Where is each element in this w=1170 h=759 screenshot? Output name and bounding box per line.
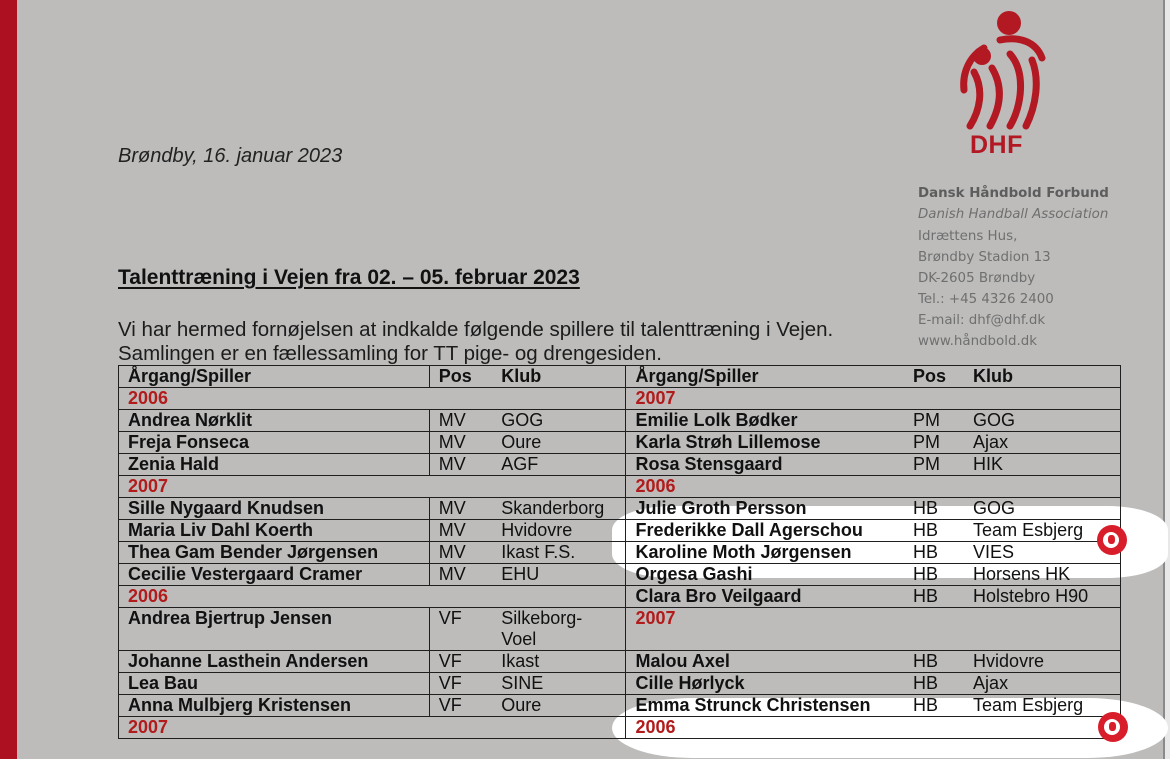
player-name: Malou Axel: [626, 651, 904, 673]
position-cell: MV: [429, 542, 492, 564]
player-name: Rosa Stensgaard: [626, 454, 904, 476]
club-name-cont: Voel: [501, 629, 537, 649]
position-cell: MV: [429, 520, 492, 542]
club-cell: [964, 454, 1120, 476]
position-cell: HB: [904, 520, 964, 542]
club-name: Horsens HK: [973, 564, 1071, 584]
association-name: Dansk Håndbold Forbund: [918, 186, 1109, 201]
player-table: [118, 365, 1121, 739]
position-cell: VF: [429, 651, 492, 673]
position-cell: PM: [904, 454, 964, 476]
table-row: [119, 476, 1121, 498]
year-cell: 2006: [626, 717, 1121, 739]
address-line: Idrættens Hus,: [918, 229, 1018, 244]
table-row: [119, 410, 1121, 432]
club-cell: [964, 498, 1120, 520]
player-name: Emma Strunck Christensen: [626, 695, 904, 717]
player-name: Sille Nygaard Knudsen: [119, 498, 430, 520]
position-cell: MV: [429, 410, 492, 432]
column-header: Pos: [429, 366, 492, 388]
club-name: Hvidovre: [973, 651, 1045, 671]
club-name: Ajax: [973, 673, 1009, 693]
year-cell: 2007: [626, 388, 1121, 410]
position-cell: HB: [904, 695, 964, 717]
club-cell: [964, 651, 1120, 673]
year-cell: 2007: [119, 717, 626, 739]
club-cell: [964, 410, 1120, 432]
club-name: Skanderborg: [501, 498, 605, 518]
club-name: Silkeborg-: [501, 608, 583, 628]
position-cell: PM: [904, 432, 964, 454]
club-name: Oure: [501, 432, 542, 452]
club-name: EHU: [501, 564, 540, 584]
table-row: [119, 564, 1121, 586]
page-edge: [1165, 0, 1170, 759]
club-cell: [492, 454, 626, 476]
club-name: GOG: [973, 498, 1016, 518]
club-cell: [492, 651, 626, 673]
table-row: [119, 673, 1121, 695]
address-line: DK-2605 Brøndby: [918, 271, 1036, 286]
club-cell: [964, 586, 1120, 608]
position-cell: VF: [429, 695, 492, 717]
club-name: Ikast: [501, 651, 540, 671]
club-name: Holstebro H90: [973, 586, 1089, 606]
column-header: Årgang/Spiller: [626, 366, 904, 388]
position-cell: MV: [429, 564, 492, 586]
club-name: GOG: [973, 410, 1016, 430]
year-cell: 2007: [119, 476, 626, 498]
player-name: Karoline Moth Jørgensen: [626, 542, 904, 564]
table-row: [119, 608, 1121, 651]
table-header-row: [119, 366, 1121, 388]
club-cell: [964, 564, 1120, 586]
club-name: Oure: [501, 695, 542, 715]
table-row: [119, 454, 1121, 476]
player-name: Cecilie Vestergaard Cramer: [119, 564, 430, 586]
club-cell: [964, 673, 1120, 695]
position-cell: MV: [429, 454, 492, 476]
website-line: www.håndbold.dk: [918, 334, 1037, 349]
club-cell: [492, 520, 626, 542]
player-name: Thea Gam Bender Jørgensen: [119, 542, 430, 564]
table-row: [119, 432, 1121, 454]
position-cell: HB: [904, 673, 964, 695]
position-cell: MV: [429, 432, 492, 454]
player-name: Julie Groth Persson: [626, 498, 904, 520]
club-cell: [492, 410, 626, 432]
table-row: [119, 498, 1121, 520]
club-name: HIK: [973, 454, 1004, 474]
position-cell: HB: [904, 651, 964, 673]
association-name-en: Danish Handball Association: [918, 207, 1109, 222]
year-cell: 2006: [626, 476, 1121, 498]
club-cell: [492, 564, 626, 586]
position-cell: HB: [904, 498, 964, 520]
team-esbjerg-logo-icon: [1098, 712, 1128, 742]
club-name: VIES: [973, 542, 1015, 562]
player-name: Clara Bro Veilgaard: [626, 586, 904, 608]
position-cell: HB: [904, 542, 964, 564]
player-name: Andrea Bjertrup Jensen: [119, 608, 430, 651]
email-line: E-mail: dhf@dhf.dk: [918, 313, 1046, 328]
column-header: Klub: [492, 366, 626, 388]
position-cell: VF: [429, 608, 492, 651]
column-header: Årgang/Spiller: [119, 366, 430, 388]
intro-line: Samlingen er en fællessamling for TT pige- og drengesiden.: [118, 342, 662, 365]
team-esbjerg-logo-icon: [1097, 525, 1127, 555]
club-cell: [492, 695, 626, 717]
phone-line: Tel.: +45 4326 2400: [918, 292, 1054, 307]
club-cell: [492, 432, 626, 454]
position-cell: HB: [904, 586, 964, 608]
club-name: Ajax: [973, 432, 1009, 452]
club-name: Ikast F.S.: [501, 542, 576, 562]
column-header: Pos: [904, 366, 964, 388]
player-name: Cille Hørlyck: [626, 673, 904, 695]
table-row: [119, 520, 1121, 542]
club-cell: [492, 608, 626, 651]
player-name: Freja Fonseca: [119, 432, 430, 454]
player-name: Lea Bau: [119, 673, 430, 695]
club-cell: [964, 695, 1120, 717]
table-row: [119, 717, 1121, 739]
left-red-border: [0, 0, 17, 759]
player-name: Zenia Hald: [119, 454, 430, 476]
column-header: Klub: [964, 366, 1120, 388]
player-name: Karla Strøh Lillemose: [626, 432, 904, 454]
date-line: Brøndby, 16. januar 2023: [118, 145, 343, 167]
player-name: Johanne Lasthein Andersen: [119, 651, 430, 673]
club-name: SINE: [501, 673, 544, 693]
player-name: Emilie Lolk Bødker: [626, 410, 904, 432]
player-name: Anna Mulbjerg Kristensen: [119, 695, 430, 717]
club-name: Hvidovre: [501, 520, 573, 540]
club-name: Team Esbjerg: [973, 520, 1084, 540]
club-cell: [492, 542, 626, 564]
club-cell: [492, 673, 626, 695]
club-name: Team Esbjerg: [973, 695, 1084, 715]
club-cell: [492, 498, 626, 520]
table-row: [119, 388, 1121, 410]
player-name: Andrea Nørklit: [119, 410, 430, 432]
player-name: Frederikke Dall Agerschou: [626, 520, 904, 542]
position-cell: PM: [904, 410, 964, 432]
address-line: Brøndby Stadion 13: [918, 250, 1051, 265]
table-row: [119, 586, 1121, 608]
player-name: Orgesa Gashi: [626, 564, 904, 586]
page-title: Talenttræning i Vejen fra 02. – 05. februar 2023: [118, 266, 580, 289]
logo-text: DHF: [970, 131, 1023, 159]
club-name: GOG: [501, 410, 544, 430]
position-cell: HB: [904, 564, 964, 586]
year-cell: 2006: [119, 586, 626, 608]
table-row: [119, 651, 1121, 673]
club-cell: [964, 432, 1120, 454]
position-cell: MV: [429, 498, 492, 520]
intro-line: Vi har hermed fornøjelsen at indkalde følgende spillere til talenttræning i Vejen.: [118, 318, 834, 341]
club-name: AGF: [501, 454, 539, 474]
year-cell: 2006: [119, 388, 626, 410]
player-name: Maria Liv Dahl Koerth: [119, 520, 430, 542]
table-row: [119, 695, 1121, 717]
position-cell: VF: [429, 673, 492, 695]
year-cell: 2007: [626, 608, 1121, 651]
table-row: [119, 542, 1121, 564]
